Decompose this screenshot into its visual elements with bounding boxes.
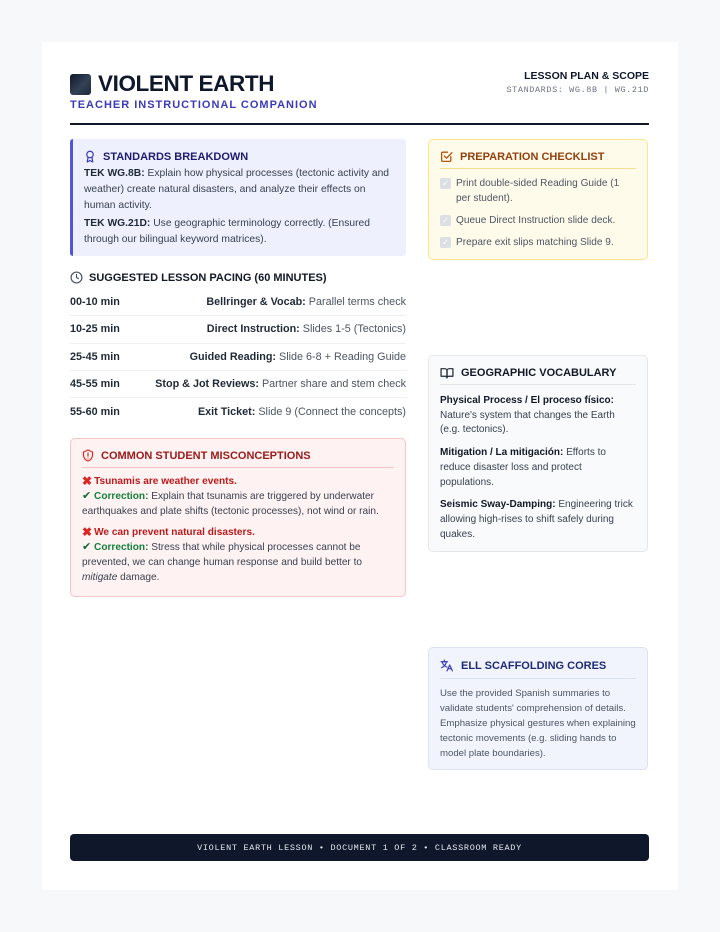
- logo-square: [70, 74, 91, 95]
- vocabulary-item: [440, 498, 636, 542]
- checklist-item[interactable]: [440, 235, 636, 250]
- pacing-activity: [190, 351, 406, 363]
- document-subtitle: TEACHER INSTRUCTIONAL COMPANION: [70, 99, 318, 111]
- standards-line: STANDARDS: WG.8B | WG.21D: [506, 85, 649, 95]
- misconception-statement: [82, 474, 394, 489]
- pacing-time: 45-55 min: [70, 378, 120, 391]
- award-ribbon-icon: [84, 150, 96, 163]
- checklist-item[interactable]: [440, 176, 636, 206]
- pacing-heading-row: [70, 271, 327, 284]
- checkbox[interactable]: ✓: [441, 178, 450, 188]
- checkbox-square-icon: [440, 150, 453, 163]
- pacing-activity-detail: Slide 6-8 + Reading Guide: [276, 350, 406, 363]
- pacing-activity-detail: Slide 9 (Connect the concepts): [255, 405, 406, 418]
- vocabulary-item: [440, 394, 636, 438]
- vocabulary-definition: Engineering trick allowing high-rises to shift safely during quakes.: [440, 499, 633, 540]
- checklist-item[interactable]: [440, 213, 636, 228]
- vocabulary-heading: GEOGRAPHIC VOCABULARY: [461, 367, 617, 379]
- misconception-text: We can prevent natural disasters.: [94, 527, 255, 538]
- vocabulary-item: [440, 446, 636, 490]
- pacing-activity-label: Exit Ticket:: [197, 405, 256, 418]
- standard-item: [84, 216, 394, 248]
- pacing-heading: SUGGESTED LESSON PACING (60 MINUTES): [89, 271, 327, 284]
- checklist-heading-row: [440, 150, 636, 169]
- standard-text: Explain how physical processes (tectonic activity and weather) create natural disasters, and analyze their effects on human activity.: [84, 168, 390, 211]
- misconceptions-heading: COMMON STUDENT MISCONCEPTIONS: [101, 449, 311, 462]
- correction-text-end: damage.: [117, 572, 160, 583]
- pacing-time: 00-10 min: [70, 296, 120, 309]
- translate-icon: [440, 659, 454, 672]
- vocabulary-heading-row: [440, 367, 636, 385]
- standard-item: [84, 166, 394, 214]
- ell-text: Use the provided Spanish summaries to validate students' comprehension of details. Emphasize physical gestures when explaining tectonic movements (e.g. sliding hands to model plate boundaries).: [440, 688, 636, 759]
- pacing-row: [70, 344, 406, 371]
- clock-icon: [70, 271, 83, 284]
- correction-emphasis: mitigate: [82, 572, 118, 583]
- vocabulary-definition: Efforts to reduce disaster loss and protect populations.: [440, 447, 606, 488]
- vocabulary-term: Seismic Sway-Damping:: [440, 499, 556, 511]
- misconception-correction: [82, 540, 394, 585]
- pacing-activity-label: Direct Instruction:: [206, 323, 300, 336]
- misconception-correction: [82, 489, 394, 519]
- ell-heading-row: [440, 659, 636, 679]
- vocabulary-box: [428, 355, 648, 552]
- standards-heading-row: [84, 150, 394, 163]
- document-page: [42, 42, 678, 890]
- footer-text: VIOLENT EARTH LESSON • DOCUMENT 1 OF 2 • CLASSROOM READY: [197, 842, 522, 853]
- shield-alert-icon: [82, 449, 94, 462]
- ell-scaffolding-box: [428, 647, 648, 770]
- correction-label: Correction:: [94, 491, 149, 502]
- check-mark-icon: ✔: [82, 490, 92, 502]
- pacing-activity: [155, 378, 406, 390]
- pacing-activity: [206, 296, 406, 308]
- cross-mark-icon: ✖: [82, 474, 93, 488]
- vocabulary-definition: Nature's system that changes the Earth (e.g. tectonics).: [440, 409, 615, 436]
- preparation-checklist-box: [428, 139, 648, 260]
- misconception-item: [82, 474, 394, 519]
- footer-bar: [70, 834, 649, 861]
- pacing-activity: [207, 323, 406, 335]
- pacing-activity-label: Bellringer & Vocab:: [206, 296, 306, 309]
- pacing-time: 10-25 min: [70, 323, 120, 336]
- standard-code: TEK WG.8B:: [84, 168, 145, 179]
- vocabulary-term: Physical Process / El proceso físico:: [440, 395, 614, 406]
- cross-mark-icon: ✖: [82, 525, 93, 539]
- standards-heading: STANDARDS BREAKDOWN: [103, 150, 249, 163]
- standard-code: TEK WG.21D:: [84, 218, 151, 229]
- pacing-activity-detail: Partner share and stem check: [258, 378, 406, 391]
- header-divider: [70, 123, 649, 125]
- correction-text: Stress that while physical processes cannot be prevented, we can change human response and build better to: [82, 542, 363, 568]
- misconceptions-box: [70, 438, 406, 597]
- standard-text: Use geographic terminology correctly. (Ensured through our bilingual keyword matrices).: [84, 218, 370, 245]
- misconception-statement: [82, 525, 394, 540]
- document-title: VIOLENT EARTH: [98, 71, 275, 96]
- check-mark-icon: ✔: [82, 541, 92, 553]
- pacing-row: [70, 289, 406, 316]
- checklist-item-label: Queue Direct Instruction slide deck.: [456, 215, 616, 226]
- checklist-item-label: Prepare exit slips matching Slide 9.: [456, 237, 614, 248]
- pacing-activity: [198, 406, 406, 418]
- pacing-activity-label: Stop & Jot Reviews:: [155, 378, 259, 391]
- ell-heading: ELL SCAFFOLDING CORES: [461, 659, 607, 672]
- correction-label: Correction:: [94, 542, 149, 553]
- pacing-time: 25-45 min: [70, 350, 120, 363]
- misconception-item: [82, 525, 394, 585]
- vocabulary-term: Mitigation / La mitigación:: [440, 447, 564, 459]
- plan-label: LESSON PLAN & SCOPE: [524, 70, 649, 82]
- standards-breakdown-box: [70, 139, 406, 256]
- open-book-icon: [440, 367, 454, 379]
- misconceptions-heading-row: [82, 449, 394, 468]
- correction-text: Explain that tsunamis are triggered by underwater earthquakes and plate shifts (tectonic processes), not wind or rain.: [82, 491, 379, 517]
- pacing-activity-detail: Parallel terms check: [305, 296, 406, 309]
- pacing-activity-detail: Slides 1-5 (Tectonics): [299, 323, 406, 336]
- checkbox[interactable]: ✓: [441, 237, 450, 247]
- pacing-row: [70, 371, 406, 398]
- pacing-activity-label: Guided Reading:: [189, 350, 277, 363]
- checklist-item-label: Print double-sided Reading Guide (1 per student).: [456, 178, 620, 204]
- pacing-row: [70, 398, 406, 425]
- misconception-text: Tsunamis are weather events.: [94, 476, 237, 487]
- header-meta: [506, 70, 649, 95]
- pacing-row: [70, 316, 406, 343]
- checkbox[interactable]: ✓: [441, 215, 450, 225]
- pacing-time: 55-60 min: [70, 405, 120, 418]
- checklist-heading: PREPARATION CHECKLIST: [460, 150, 605, 163]
- pacing-table: [70, 289, 406, 425]
